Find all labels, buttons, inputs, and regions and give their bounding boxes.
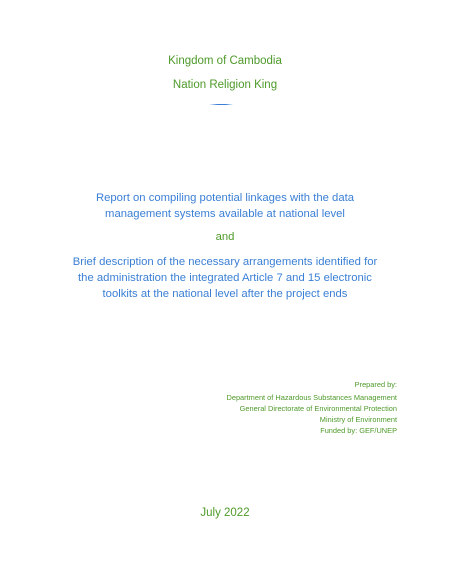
title-conjunction: and [215, 231, 235, 243]
title-line-3: Brief description of the necessary arrangements identified for [72, 256, 378, 268]
title-line-4: the administration the integrated Article 7 and 15 electronic [78, 272, 372, 284]
document-date: July 2022 [200, 507, 250, 519]
title-line-1: Report on compiling potential linkages with the data [95, 192, 355, 204]
title-line-2: management systems available at national level [105, 208, 345, 220]
directorate-name: General Directorate of Environmental Protection [239, 404, 397, 413]
title-line-5: toolkits at the national level after the project ends [102, 288, 348, 300]
prepared-by-label: Prepared by: [354, 380, 397, 389]
decorative-divider [209, 104, 233, 105]
kingdom-heading: Kingdom of Cambodia [168, 55, 282, 67]
funding-note: Funded by: GEF/UNEP [320, 426, 397, 435]
ministry-name: Ministry of Environment [319, 415, 397, 424]
national-motto: Nation Religion King [172, 79, 278, 91]
department-name: Department of Hazardous Substances Management [226, 393, 397, 402]
